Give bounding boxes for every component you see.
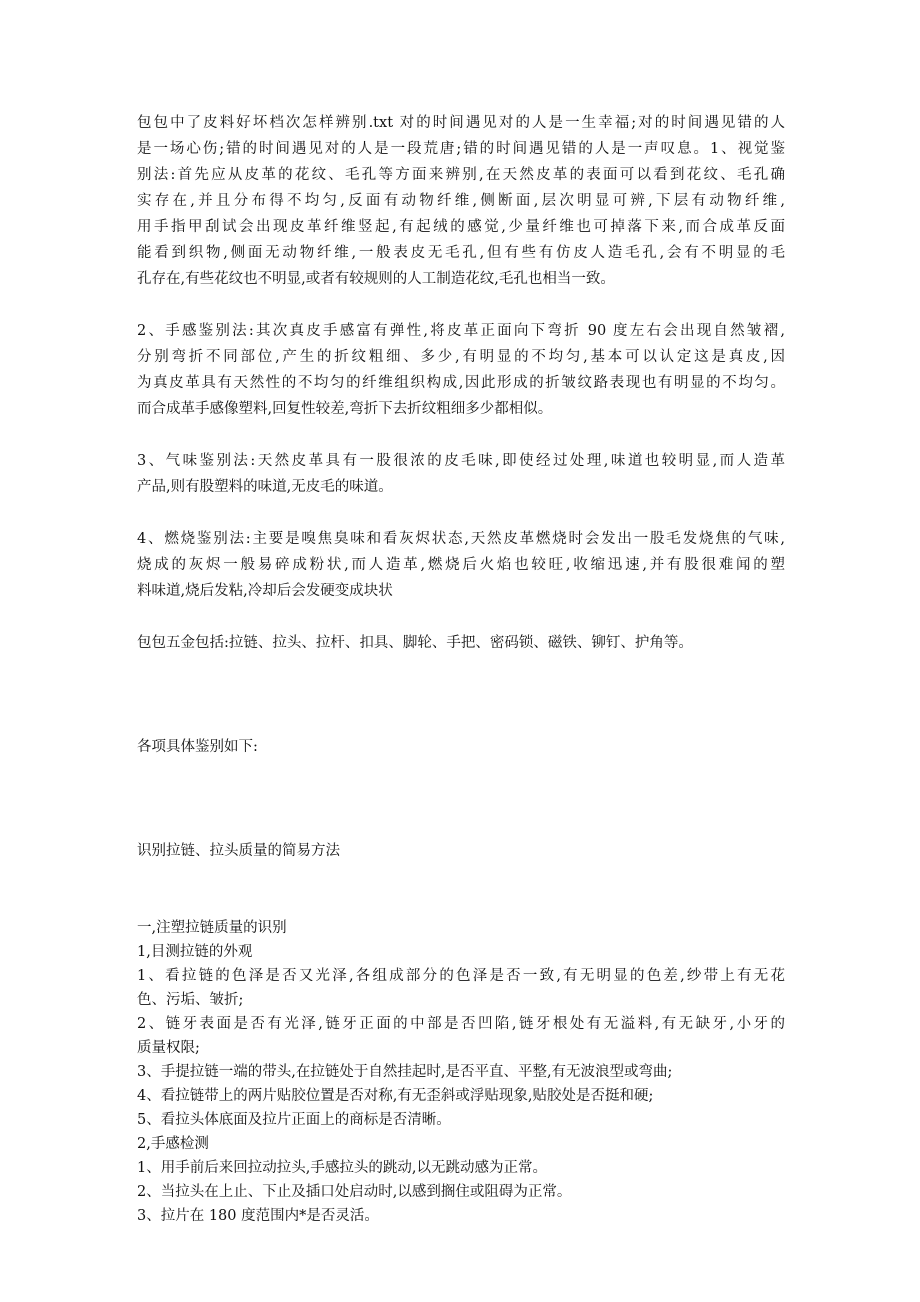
document-page	[137, 110, 785, 1228]
smell-paragraph	[137, 448, 785, 500]
list-item: 4、看拉链带上的两片贴胶位置是否对称,有无歪斜或浮贴现象,贴胶处是否挺和硬;	[137, 1088, 654, 1104]
list-item: 5、看拉头体底面及拉片正面上的商标是否清晰。	[137, 1112, 451, 1128]
list-item: 1、用手前后来回拉动拉头,手感拉头的跳动,以无跳动感为正常。	[137, 1160, 547, 1176]
list-item: 3、手提拉链一端的带头,在拉链处于自然挂起时,是否平直、平整,有无波浪型或弯曲;	[137, 1064, 673, 1080]
text-line: 分别弯折不同部位,产生的折纹粗细、多少,有明显的不均匀,基本可以认定这是真皮,因	[137, 349, 785, 365]
text-line: 孔存在,有些花纹也不明显,或者有较规则的人工制造花纹,毛孔也相当一致。	[137, 271, 615, 287]
section-title: 一,注塑拉链质量的识别	[137, 920, 287, 936]
text-line: 而合成革手感像塑料,回复性较差,弯折下去折纹粗细多少都相似。	[137, 401, 553, 417]
list-item: 1、看拉链的色泽是否又光泽,各组成部分的色泽是否一致,有无明显的色差,纱带上有无花	[137, 968, 785, 984]
text-line: 别法:首先应从皮革的花纹、毛孔等方面来辨别,在天然皮革的表面可以看到花纹、毛孔确	[137, 167, 785, 183]
text-line: 能看到织物,侧面无动物纤维,一般表皮无毛孔,但有些有仿皮人造毛孔,会有不明显的毛	[137, 245, 785, 261]
touch-paragraph	[137, 318, 785, 422]
text-line: 2、手感鉴别法:其次真皮手感富有弹性,将皮革正面向下弯折 90 度左右会出现自然皱褶,	[137, 323, 785, 339]
list-item: 2、当拉头在上止、下止及插口处启动时,以感到搁住或阻碍为正常。	[137, 1184, 572, 1200]
text-line: 为真皮革具有天然性的不均匀的纤维组织构成,因此形成的折皱纹路表现也有明显的不均匀。	[137, 375, 785, 391]
text-line: 是一场心伤;错的时间遇见对的人是一段荒唐;错的时间遇见错的人是一声叹息。1、视觉鉴	[137, 141, 785, 157]
details-heading: 各项具体鉴别如下:	[137, 739, 258, 755]
zipper-section	[137, 916, 785, 1228]
hardware-paragraph: 包包五金包括:拉链、拉头、拉杆、扣具、脚轮、手把、密码锁、磁铁、铆钉、护角等。	[137, 635, 693, 651]
text-line: 3、气味鉴别法:天然皮革具有一股很浓的皮毛味,即使经过处理,味道也较明显,而人造革	[137, 453, 785, 469]
touch-title: 2,手感检测	[137, 1136, 209, 1152]
list-item-continued: 色、污垢、皱折;	[137, 992, 244, 1008]
text-line: 包包中了皮料好坏档次怎样辨别.txt 对的时间遇见对的人是一生幸福;对的时间遇见错的人	[137, 115, 785, 131]
visual-title: 1,目测拉链的外观	[137, 944, 253, 960]
list-item: 3、拉片在 180 度范围内*是否灵活。	[137, 1208, 379, 1224]
intro-paragraph	[137, 110, 785, 292]
text-line: 用手指甲刮试会出现皮革纤维竖起,有起绒的感觉,少量纤维也可掉落下来,而合成革反面	[137, 219, 785, 235]
burn-paragraph	[137, 526, 785, 604]
list-item-continued: 质量权限;	[137, 1040, 200, 1056]
text-line: 料味道,烧后发粘,冷却后会发硬变成块状	[137, 583, 393, 599]
text-line: 4、燃烧鉴别法:主要是嗅焦臭味和看灰烬状态,天然皮革燃烧时会发出一股毛发烧焦的气味,	[137, 531, 785, 547]
text-line: 烧成的灰烬一般易碎成粉状,而人造革,燃烧后火焰也较旺,收缩迅速,并有股很难闻的塑	[137, 557, 785, 573]
text-line: 产品,则有股塑料的味道,无皮毛的味道。	[137, 479, 393, 495]
text-line: 实存在,并且分布得不均匀,反面有动物纤维,侧断面,层次明显可辨,下层有动物纤维,	[137, 193, 785, 209]
zipper-heading: 识别拉链、拉头质量的简易方法	[137, 843, 340, 859]
list-item: 2、链牙表面是否有光泽,链牙正面的中部是否凹陷,链牙根处有无溢料,有无缺牙,小牙的	[137, 1016, 785, 1032]
